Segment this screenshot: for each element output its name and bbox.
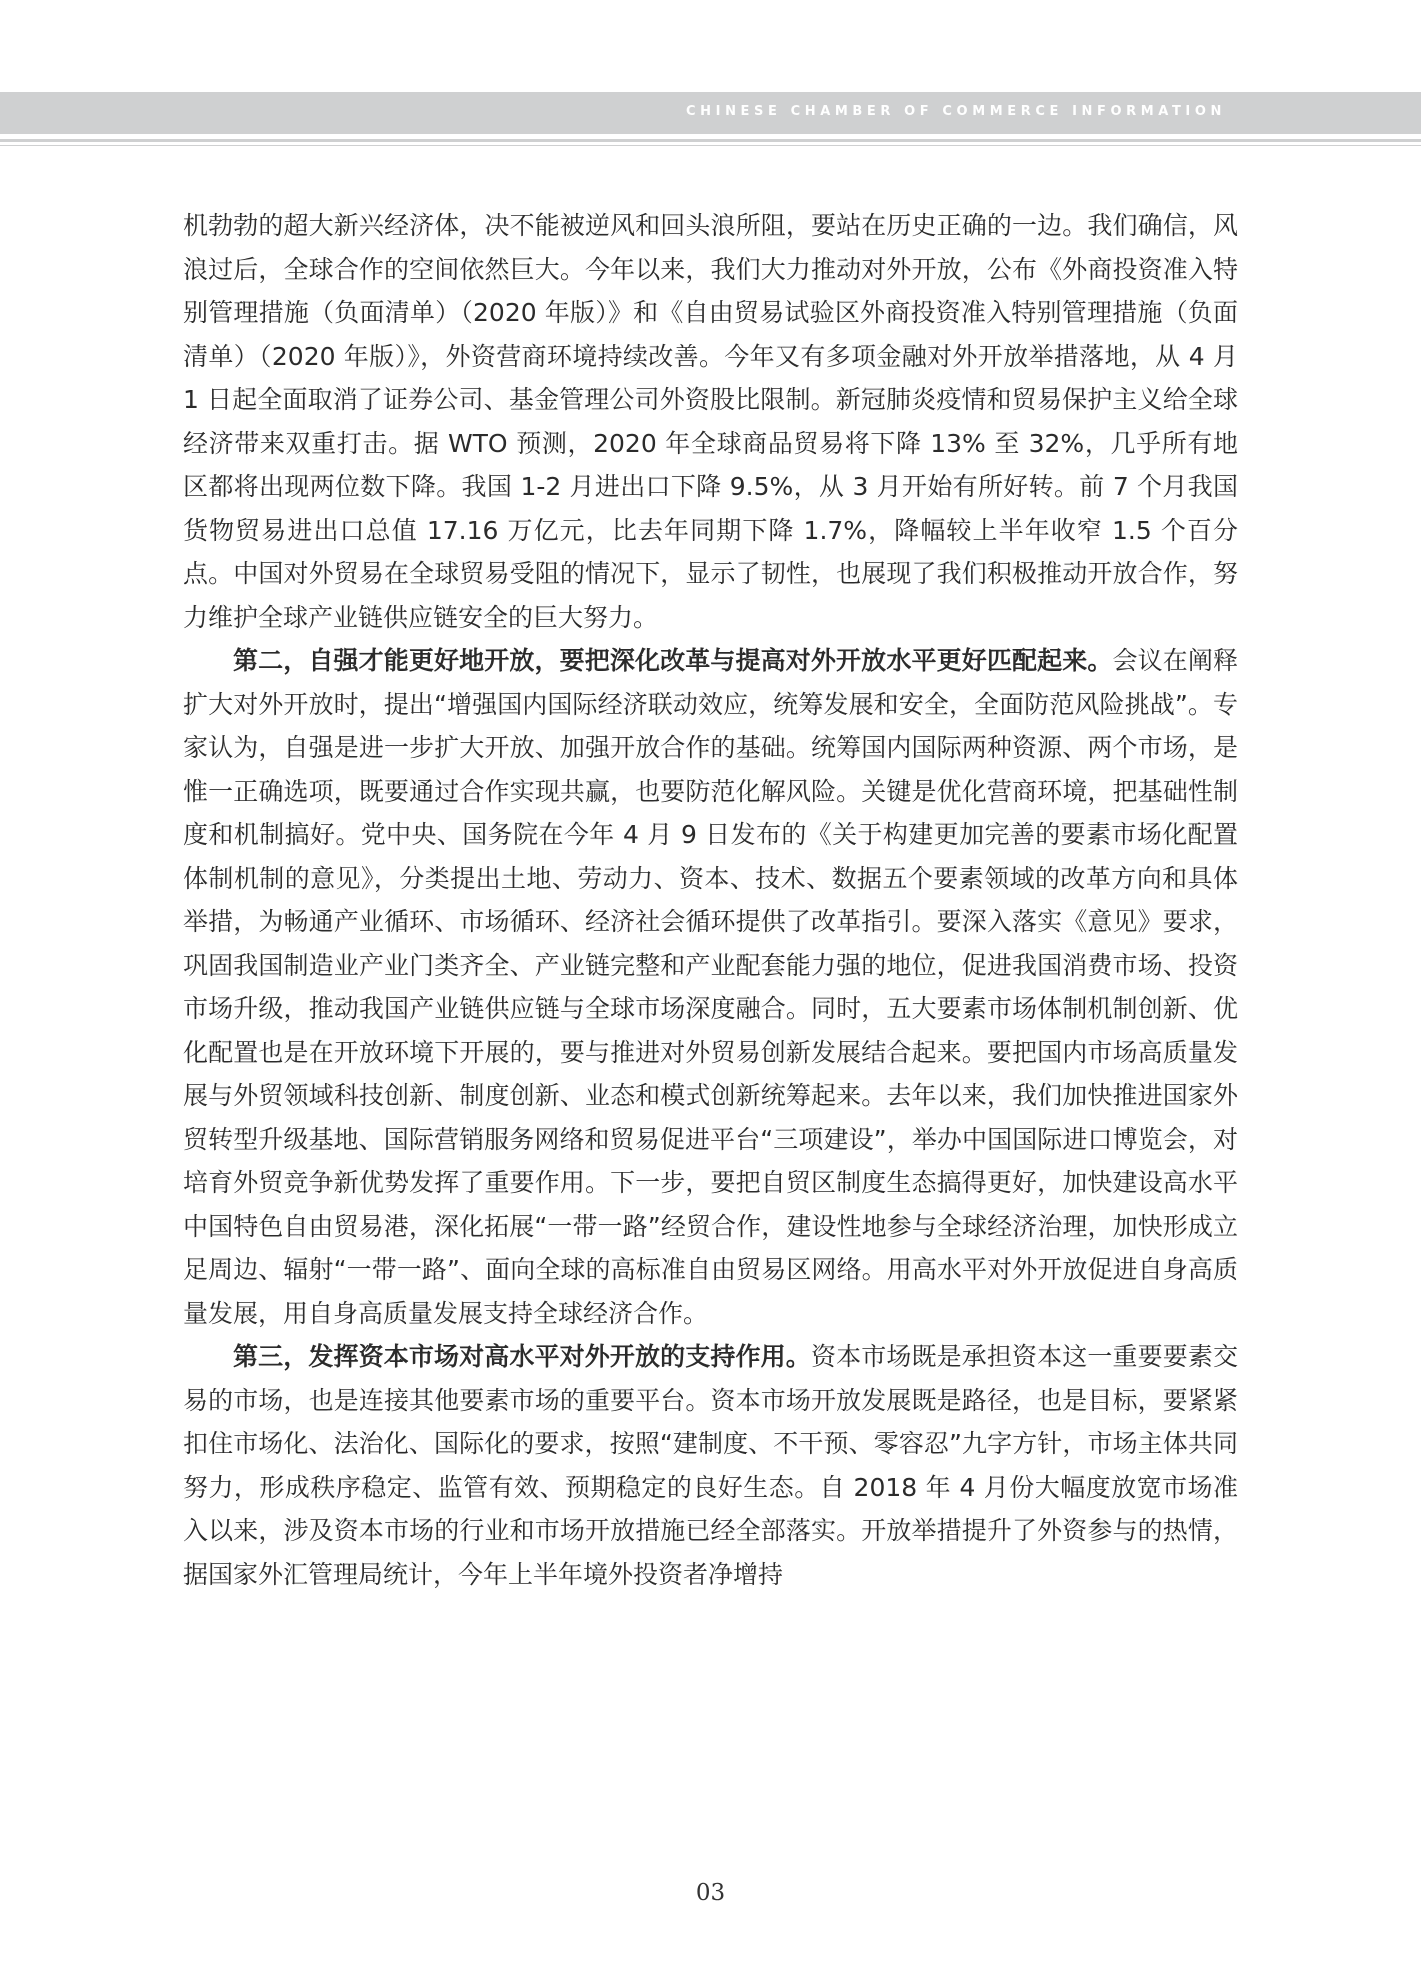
paragraph-3-lead: 第三，发挥资本市场对高水平对外开放的支持作用。 [233, 1342, 811, 1371]
paragraph-3 [183, 1335, 1238, 1596]
page-number: 03 [695, 1880, 726, 1906]
paragraph-2 [183, 639, 1238, 1335]
paragraph-3-body: 资本市场既是承担资本这一重要要素交易的市场，也是连接其他要素市场的重要平台。资本市场开放发展既是路径，也是目标，要紧紧扣住市场化、法治化、国际化的要求，按照“建制度、不干预、零容忍”九字方针，市场主体共同努力，形成秩序稳定、监管有效、预期稳定的良好生态。自 2018 年 4 月份大幅度放宽市场准入以来，涉及资本市场的行业和市场开放措施已经全部落实。开放举措提升了外资参与的热情，据国家外汇管理局统计，今年上半年境外投资者净增持 [183, 1342, 1238, 1589]
header-rule-thin [0, 145, 1421, 146]
header-rule [0, 139, 1421, 142]
paragraph-2-lead: 第二，自强才能更好地开放，要把深化改革与提高对外开放水平更好匹配起来。 [233, 646, 1113, 675]
article-body [183, 204, 1238, 1596]
paragraph-1: 机勃勃的超大新兴经济体，决不能被逆风和回头浪所阻，要站在历史正确的一边。我们确信，风浪过后，全球合作的空间依然巨大。今年以来，我们大力推动对外开放，公布《外商投资准入特别管理措施（负面清单）（2020 年版）》和《自由贸易试验区外商投资准入特别管理措施（负面清单）（2020 年版）》，外资营商环境持续改善。今年又有多项金融对外开放举措落地，从 4 月 1 日起全面取消了证券公司、基金管理公司外资股比限制。新冠肺炎疫情和贸易保护主义给全球经济带来双重打击。据 WTO 预测，2020 年全球商品贸易将下降 13% 至 32%，几乎所有地区都将出现两位数下降。我国 1-2 月进出口下降 9.5%，从 3 月开始有所好转。前 7 个月我国货物贸易进出口总值 17.16 万亿元，比去年同期下降 1.7%，降幅较上半年收窄 1.5 个百分点。中国对外贸易在全球贸易受阻的情况下，显示了韧性，也展现了我们积极推动开放合作，努力维护全球产业链供应链安全的巨大努力。 [183, 211, 1238, 632]
paragraph-2-body: 会议在阐释扩大对外开放时，提出“增强国内国际经济联动效应，统筹发展和安全，全面防范风险挑战”。专家认为，自强是进一步扩大开放、加强开放合作的基础。统筹国内国际两种资源、两个市场，是惟一正确选项，既要通过合作实现共赢，也要防范化解风险。关键是优化营商环境，把基础性制度和机制搞好。党中央、国务院在今年 4 月 9 日发布的《关于构建更加完善的要素市场化配置体制机制的意见》，分类提出土地、劳动力、资本、技术、数据五个要素领域的改革方向和具体举措，为畅通产业循环、市场循环、经济社会循环提供了改革指引。要深入落实《意见》要求，巩固我国制造业产业门类齐全、产业链完整和产业配套能力强的地位，促进我国消费市场、投资市场升级，推动我国产业链供应链与全球市场深度融合。同时，五大要素市场体制机制创新、优化配置也是在开放环境下开展的，要与推进对外贸易创新发展结合起来。要把国内市场高质量发展与外贸领域科技创新、制度创新、业态和模式创新统筹起来。去年以来，我们加快推进国家外贸转型升级基地、国际营销服务网络和贸易促进平台“三项建设”，举办中国国际进口博览会，对培育外贸竞争新优势发挥了重要作用。下一步，要把自贸区制度生态搞得更好，加快建设高水平中国特色自由贸易港，深化拓展“一带一路”经贸合作，建设性地参与全球经济治理，加快形成立足周边、辐射“一带一路”、面向全球的高标准自由贸易区网络。用高水平对外开放促进自身高质量发展，用自身高质量发展支持全球经济合作。 [183, 646, 1238, 1328]
running-header: CHINESE CHAMBER OF COMMERCE INFORMATION [686, 104, 1226, 119]
